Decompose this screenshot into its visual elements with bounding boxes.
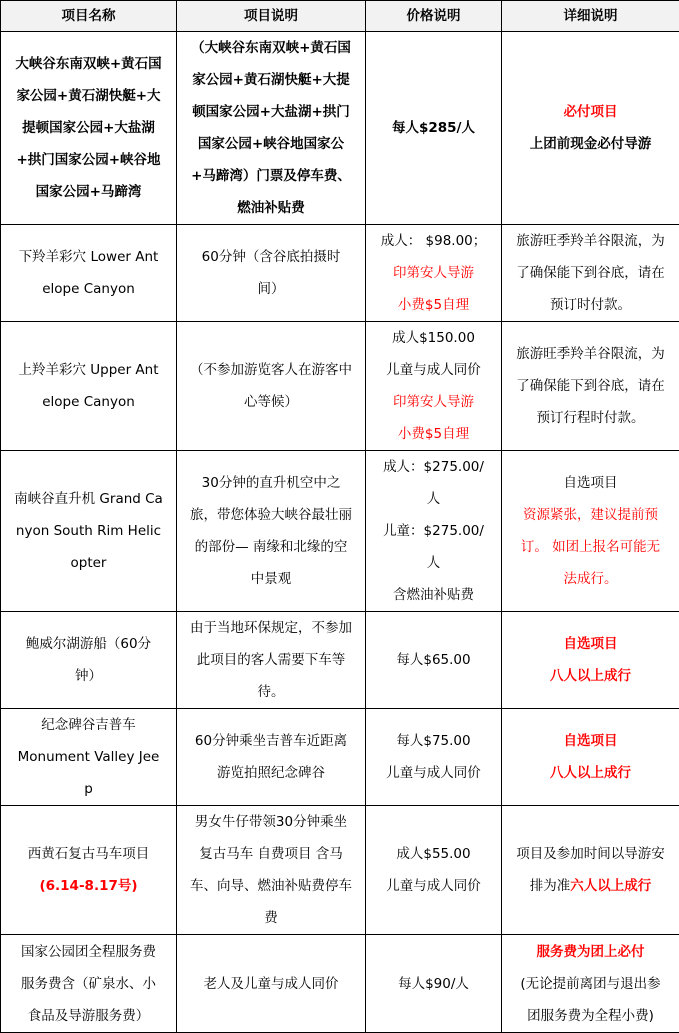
cell-project-name: 上羚羊彩穴 Upper Ant elope Canyon (1, 322, 177, 451)
cell-price: 每人$90/人 (366, 935, 502, 1033)
cell-project-desc: （大峡谷东南双峡+黄石国 家公园+黄石湖快艇+大提 顿国家公园+大盐湖+拱门 国家公园+峡谷地国家公 +马蹄湾）门票及停车费、 燃油补贴费 (177, 32, 366, 225)
cell-detail: 旅游旺季羚羊谷限流，为 了确保能下到谷底，请在 预订行程时付款。 (502, 322, 679, 451)
cell-price: 成人$150.00 儿童与成人同价 印第安人导游 小费$5自理 (366, 322, 502, 451)
cell-project-name: 纪念碑谷吉普车 Monument Valley Jee p (1, 709, 177, 806)
cell-detail: 自选项目 八人以上成行 (502, 709, 679, 806)
cell-detail: 项目及参加时间以导游安 排为准六人以上成行 (502, 806, 679, 935)
cell-project-name: 南峡谷直升机 Grand Ca nyon South Rim Helic opter (1, 451, 177, 612)
table-row (1, 32, 679, 225)
cell-project-desc: 男女牛仔带领30分钟乘坐 复古马车 自费项目 含马 车、向导、燃油补贴费停车 费 (177, 806, 366, 935)
table-row (1, 451, 679, 612)
table-row (1, 709, 679, 806)
cell-detail: 必付项目 上团前现金必付导游 (502, 32, 679, 225)
cell-price: 成人： $98.00； 印第安人导游 小费$5自理 (366, 225, 502, 322)
cell-project-name: 西黄石复古马车项目 (6.14-8.17号) (1, 806, 177, 935)
table-row (1, 612, 679, 709)
header-price-desc: 价格说明 (366, 1, 502, 32)
table-row (1, 225, 679, 322)
cell-project-name: 大峡谷东南双峡+黄石国 家公园+黄石湖快艇+大 提顿国家公园+大盐湖 +拱门国家公园+峡谷地 国家公园+马蹄湾 (1, 32, 177, 225)
header-row (1, 1, 679, 32)
cell-price: 每人$75.00 儿童与成人同价 (366, 709, 502, 806)
cell-detail: 自选项目 八人以上成行 (502, 612, 679, 709)
cell-project-desc: 60分钟乘坐吉普车近距离 游览拍照纪念碑谷 (177, 709, 366, 806)
cell-project-name: 鲍威尔湖游船（60分 钟） (1, 612, 177, 709)
table-row (1, 806, 679, 935)
table-row (1, 322, 679, 451)
cell-detail: 自选项目 资源紧张，建议提前预 订。 如团上报名可能无 法成行。 (502, 451, 679, 612)
cell-price: 每人$285/人 (366, 32, 502, 225)
cell-detail: 旅游旺季羚羊谷限流，为 了确保能下到谷底，请在 预订时付款。 (502, 225, 679, 322)
cell-project-desc: （不参加游览客人在游客中 心等候） (177, 322, 366, 451)
table-row (1, 935, 679, 1033)
cell-project-name: 下羚羊彩穴 Lower Ant elope Canyon (1, 225, 177, 322)
header-project-name: 项目名称 (1, 1, 177, 32)
cell-price: 成人：$275.00/ 人 儿童：$275.00/ 人 含燃油补贴费 (366, 451, 502, 612)
cell-project-desc: 30分钟的直升机空中之 旅，带您体验大峡谷最壮丽 的部份— 南缘和北缘的空 中景观 (177, 451, 366, 612)
cell-project-name: 国家公园团全程服务费 服务费含（矿泉水、小 食品及导游服务费） (1, 935, 177, 1033)
header-project-desc: 项目说明 (177, 1, 366, 32)
cell-project-desc: 老人及儿童与成人同价 (177, 935, 366, 1033)
cell-detail: 服务费为团上必付 (无论提前离团与退出参 团服务费为全程小费) (502, 935, 679, 1033)
cell-price: 每人$65.00 (366, 612, 502, 709)
header-detail-desc: 详细说明 (502, 1, 679, 32)
cell-project-desc: 60分钟（含谷底拍摄时 间） (177, 225, 366, 322)
cell-price: 成人$55.00 儿童与成人同价 (366, 806, 502, 935)
cell-project-desc: 由于当地环保规定，不参加 此项目的客人需要下车等 待。 (177, 612, 366, 709)
